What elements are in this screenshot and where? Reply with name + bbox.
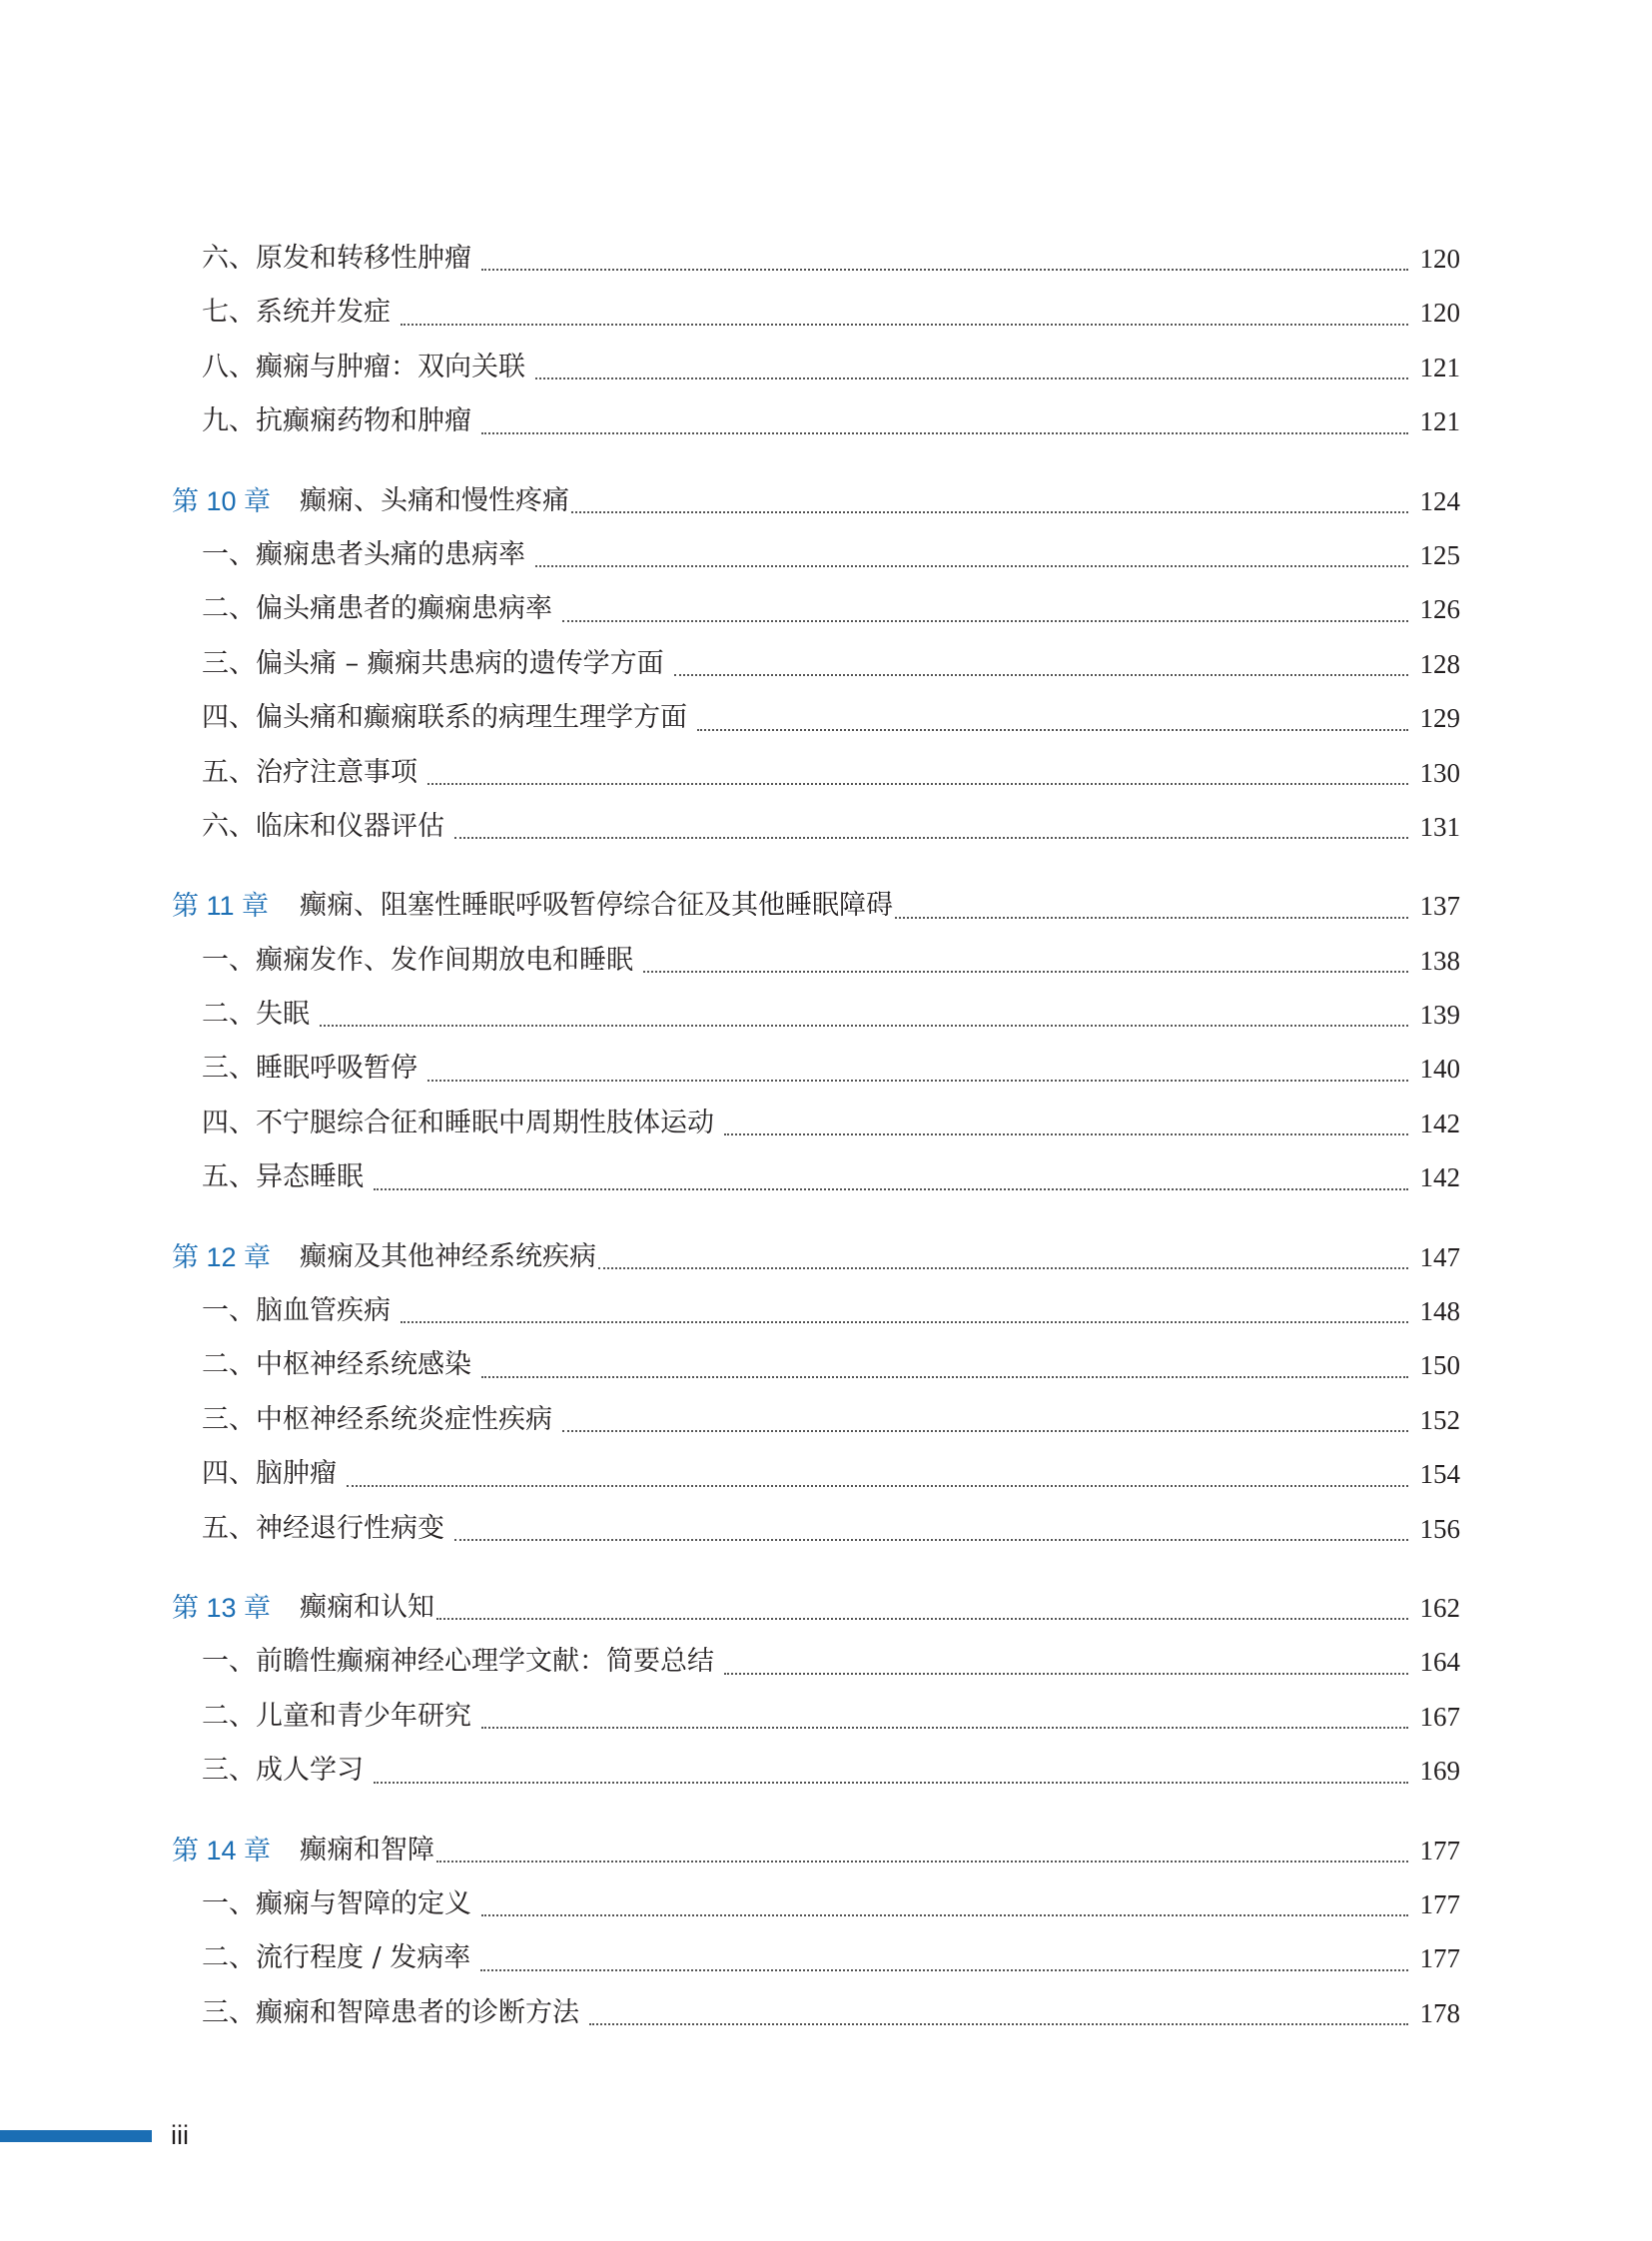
page-number: 120 — [1419, 298, 1460, 329]
dot-leader — [643, 971, 1408, 973]
section-title: 二、中枢神经系统感染 — [202, 1349, 471, 1381]
page-number: 131 — [1419, 811, 1460, 842]
toc-section-entry[interactable] — [172, 394, 1460, 448]
chapter-label: 第 14 章 — [172, 1835, 272, 1866]
toc-section-entry[interactable] — [172, 1635, 1460, 1689]
page-number: 164 — [1419, 1647, 1460, 1678]
dot-leader — [374, 1782, 1408, 1784]
dot-leader — [401, 1321, 1408, 1323]
dot-leader — [562, 620, 1408, 622]
section-title: 一、脑血管疾病 — [202, 1295, 391, 1327]
toc-section-entry[interactable] — [172, 1150, 1460, 1204]
chapter-label: 第 11 章 — [172, 891, 270, 922]
dot-leader — [320, 1025, 1408, 1027]
page-number: 128 — [1419, 648, 1460, 679]
page-number: 177 — [1419, 1835, 1460, 1866]
page-number: 147 — [1419, 1241, 1460, 1272]
page-number: 139 — [1419, 1000, 1460, 1031]
section-title: 三、中枢神经系统炎症性疾病 — [202, 1403, 552, 1435]
section-title: 三、癫痫和智障患者的诊断方法 — [202, 1996, 579, 2028]
chapter-title: 癫痫、阻塞性睡眠呼吸暂停综合征及其他睡眠障碍 — [300, 890, 893, 922]
dot-leader — [724, 1133, 1408, 1135]
dot-leader — [724, 1673, 1408, 1675]
chapter-title: 癫痫和智障 — [300, 1834, 434, 1866]
toc-section-entry[interactable] — [172, 286, 1460, 340]
dot-leader — [589, 2023, 1408, 2025]
page-number: 121 — [1419, 406, 1460, 437]
page-number: 154 — [1419, 1459, 1460, 1490]
toc-section-entry[interactable] — [172, 232, 1460, 286]
toc-section-entry[interactable] — [172, 1042, 1460, 1096]
toc-chapter-entry[interactable] — [172, 879, 1460, 933]
chapter-title: 癫痫和认知 — [300, 1591, 434, 1623]
page-number: 142 — [1419, 1162, 1460, 1193]
section-title: 一、癫痫与智障的定义 — [202, 1887, 471, 1919]
page-number: 169 — [1419, 1756, 1460, 1787]
page-number: 137 — [1419, 891, 1460, 922]
toc-section-entry[interactable] — [172, 1502, 1460, 1556]
section-title: 九、抗癫痫药物和肿瘤 — [202, 405, 471, 437]
dot-leader — [454, 837, 1408, 839]
toc-section-entry[interactable] — [172, 1877, 1460, 1931]
section-title: 三、偏头痛 – 癫痫共患病的遗传学方面 — [202, 647, 664, 679]
chapter-label: 第 10 章 — [172, 485, 272, 516]
chapter-title: 癫痫、头痛和慢性疼痛 — [300, 484, 569, 516]
toc-section-entry[interactable] — [172, 1284, 1460, 1338]
toc-section-entry[interactable] — [172, 746, 1460, 800]
chapter-block — [172, 1581, 1460, 1799]
section-title: 二、偏头痛患者的癫痫患病率 — [202, 593, 552, 625]
section-title: 六、原发和转移性肿瘤 — [202, 242, 471, 274]
section-title: 一、癫痫发作、发作间期放电和睡眠 — [202, 944, 633, 976]
dot-leader — [436, 1618, 1408, 1620]
toc-section-entry[interactable] — [172, 1447, 1460, 1501]
toc-section-entry[interactable] — [172, 1690, 1460, 1744]
dot-leader — [427, 1080, 1408, 1082]
dot-leader — [481, 432, 1408, 434]
toc-section-entry[interactable] — [172, 1986, 1460, 2040]
toc-section-entry[interactable] — [172, 341, 1460, 394]
dot-leader — [697, 729, 1408, 731]
page-number: 162 — [1419, 1592, 1460, 1623]
section-title: 五、异态睡眠 — [202, 1161, 364, 1193]
toc-chapter-entry[interactable] — [172, 1824, 1460, 1877]
toc-section-entry[interactable] — [172, 988, 1460, 1042]
toc-section-entry[interactable] — [172, 582, 1460, 636]
dot-leader — [436, 1861, 1408, 1863]
toc-chapter-entry[interactable] — [172, 474, 1460, 528]
section-title: 一、前瞻性癫痫神经心理学文献：简要总结 — [202, 1646, 714, 1678]
toc-section-entry[interactable] — [172, 691, 1460, 745]
toc-chapter-entry[interactable] — [172, 1230, 1460, 1284]
dot-leader — [481, 269, 1408, 271]
dot-leader — [562, 1430, 1408, 1432]
section-title: 一、癫痫患者头痛的患病率 — [202, 538, 525, 570]
section-title: 三、成人学习 — [202, 1755, 364, 1787]
section-title: 五、神经退行性病变 — [202, 1512, 444, 1544]
dot-leader — [535, 565, 1408, 567]
section-title: 五、治疗注意事项 — [202, 756, 417, 788]
section-title: 四、脑肿瘤 — [202, 1458, 337, 1490]
toc-section-entry[interactable] — [172, 800, 1460, 854]
page-number: 124 — [1419, 485, 1460, 516]
section-title: 二、失眠 — [202, 999, 310, 1031]
page-number: 167 — [1419, 1701, 1460, 1732]
toc-section-entry[interactable] — [172, 528, 1460, 582]
toc-chapter-entry[interactable] — [172, 1581, 1460, 1635]
toc-section-entry[interactable] — [172, 1338, 1460, 1392]
page-number: 130 — [1419, 757, 1460, 788]
page-number: 121 — [1419, 352, 1460, 382]
chapter-title: 癫痫及其他神经系统疾病 — [300, 1240, 596, 1272]
toc-section-entry[interactable] — [172, 1097, 1460, 1150]
chapter-block — [172, 1230, 1460, 1556]
footer-page-number: iii — [171, 2120, 189, 2150]
page-number: 150 — [1419, 1350, 1460, 1381]
chapter-block — [172, 879, 1460, 1204]
dot-leader — [454, 1539, 1408, 1541]
chapter-block — [172, 474, 1460, 855]
dot-leader — [535, 377, 1408, 379]
page-number: 148 — [1419, 1296, 1460, 1327]
dot-leader — [895, 917, 1408, 919]
dot-leader — [481, 1727, 1408, 1729]
page-number: 142 — [1419, 1108, 1460, 1138]
page-number: 126 — [1419, 594, 1460, 625]
continued-sections — [172, 232, 1460, 449]
page-number: 125 — [1419, 539, 1460, 570]
section-title: 二、儿童和青少年研究 — [202, 1700, 471, 1732]
dot-leader — [481, 1914, 1408, 1916]
section-title: 四、偏头痛和癫痫联系的病理生理学方面 — [202, 702, 687, 734]
dot-leader — [674, 674, 1408, 676]
toc-section-entry[interactable] — [172, 637, 1460, 691]
page-number: 129 — [1419, 703, 1460, 734]
dot-leader — [598, 1267, 1408, 1269]
section-title: 四、不宁腿综合征和睡眠中周期性肢体运动 — [202, 1107, 714, 1138]
dot-leader — [374, 1188, 1408, 1190]
chapter-label: 第 13 章 — [172, 1592, 272, 1623]
page-number: 177 — [1419, 1943, 1460, 1974]
dot-leader — [571, 511, 1408, 513]
dot-leader — [427, 783, 1408, 785]
page-number: 140 — [1419, 1054, 1460, 1085]
page-number: 152 — [1419, 1404, 1460, 1435]
page-number: 156 — [1419, 1513, 1460, 1544]
toc-section-entry[interactable] — [172, 1744, 1460, 1798]
chapter-label: 第 12 章 — [172, 1241, 272, 1272]
page-number: 178 — [1419, 1997, 1460, 2028]
section-title: 七、系统并发症 — [202, 297, 391, 329]
section-title: 三、睡眠呼吸暂停 — [202, 1053, 417, 1085]
page-number: 120 — [1419, 243, 1460, 274]
toc-section-entry[interactable] — [172, 934, 1460, 988]
dot-leader — [480, 1969, 1408, 1971]
footer-accent-bar — [0, 2130, 152, 2142]
dot-leader — [401, 324, 1408, 326]
chapter-block — [172, 1824, 1460, 2041]
page-number: 138 — [1419, 945, 1460, 976]
dot-leader — [347, 1485, 1408, 1487]
toc-section-entry[interactable] — [172, 1931, 1460, 1985]
toc-section-entry[interactable] — [172, 1393, 1460, 1447]
section-title: 二、流行程度 / 发病率 — [202, 1942, 471, 1974]
section-title: 六、临床和仪器评估 — [202, 810, 444, 842]
dot-leader — [481, 1376, 1408, 1378]
table-of-contents — [172, 232, 1460, 2065]
section-title: 八、癫痫与肿瘤：双向关联 — [202, 351, 525, 382]
page-number: 177 — [1419, 1888, 1460, 1919]
